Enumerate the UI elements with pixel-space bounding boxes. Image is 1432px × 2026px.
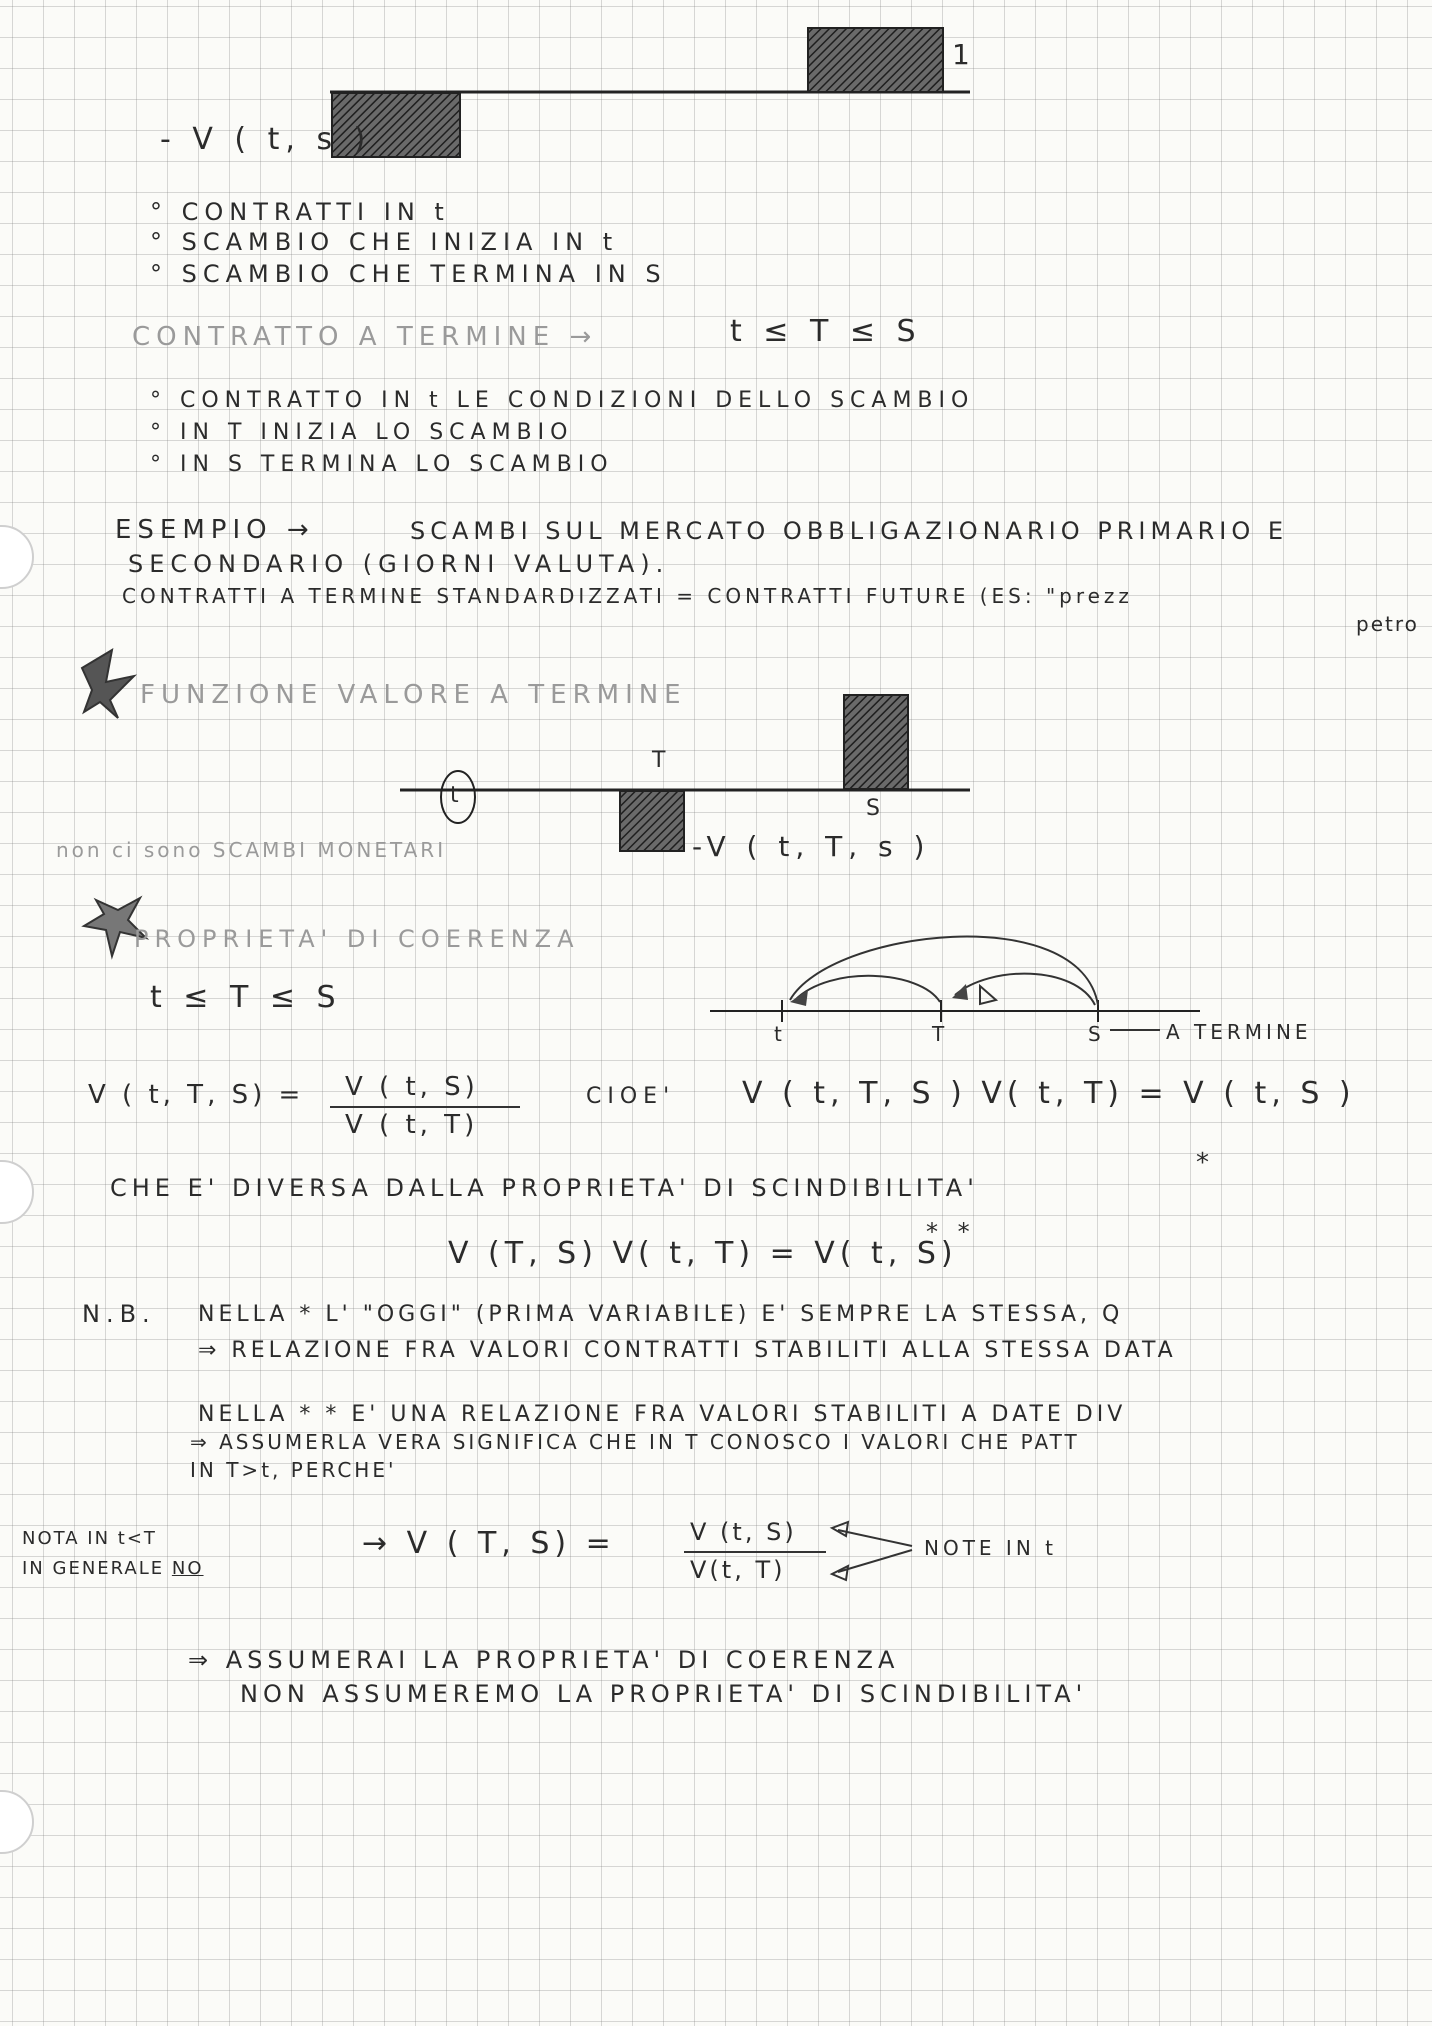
top-bullet: ° CONTRATTI IN t [150, 198, 450, 226]
coer-arc-S-to-T [955, 974, 1095, 1005]
example-label: ESEMPIO → [115, 515, 315, 545]
top-bullet: ° SCAMBIO CHE TERMINA IN S [150, 260, 667, 288]
fwd-label-t: t [450, 783, 465, 808]
arrow-icon: → [569, 322, 598, 352]
nota-arrow-lower [838, 1550, 912, 1572]
top-bullet-text: CONTRATTI IN t [181, 198, 450, 226]
conclusion-line: NON ASSUMEREMO LA PROPRIETA' DI SCINDIBILITA' [240, 1680, 1088, 1708]
scind-formula: V (T, S) V( t, T) = V( t, S) [448, 1236, 958, 1271]
fwd-negative-block [620, 791, 684, 851]
example-line: SCAMBI SUL MERCATO OBBLIGAZIONARIO PRIMARIO E [410, 517, 1289, 545]
coerenza-heading: PROPRIETA' DI COERENZA [134, 925, 580, 953]
nota-arrowhead [832, 1522, 848, 1536]
coer-formula-den: V ( t, T) [345, 1110, 479, 1140]
coer-diagram-t: t [774, 1022, 788, 1046]
example-line: CONTRATTI A TERMINE STANDARDIZZATI = CONTRATTI FUTURE (ES: "prezz [122, 584, 1133, 608]
nb-line: ⇒ ASSUMERLA VERA SIGNIFICA CHE IN T CONOSCO I VALORI CHE PATT [190, 1430, 1080, 1454]
coer-fraction-bar [330, 1106, 520, 1108]
nota-left2-prefix: IN GENERALE [22, 1558, 165, 1579]
star-icon [82, 650, 134, 718]
top-neg-label: - V ( t, s ) [160, 122, 372, 157]
nota-arrowhead [832, 1566, 848, 1580]
forward-bullet: ° IN T INIZIA LO SCAMBIO [150, 420, 574, 445]
fwd-label-S: S [866, 796, 886, 821]
forward-bullet: ° IN S TERMINA LO SCAMBIO [150, 452, 614, 477]
nb-line: ⇒ RELAZIONE FRA VALORI CONTRATTI STABILITI ALLA STESSA DATA [198, 1338, 1177, 1363]
nota-arrow-upper [838, 1530, 912, 1546]
funzione-heading: FUNZIONE VALORE A TERMINE [140, 680, 687, 710]
coer-diagram-termine: A TERMINE [1166, 1020, 1312, 1044]
coer-cioe: CIOE' [586, 1084, 676, 1109]
scind-stars: * * [926, 1218, 976, 1246]
nb-line: IN T>t, PERCHE' [190, 1458, 397, 1482]
forward-heading-text: CONTRATTO A TERMINE [132, 322, 556, 352]
nb-line: NELLA * * E' UNA RELAZIONE FRA VALORI STABILITI A DATE DIV [198, 1402, 1127, 1427]
coer-diagram-S: S [1088, 1022, 1107, 1046]
nb-label: N.B. [82, 1300, 156, 1328]
coer-arc-T-to-t [795, 976, 940, 1002]
coer-arrowhead [790, 990, 808, 1006]
nota-left2-no: NO [171, 1558, 204, 1579]
coer-formula-num: V ( t, S) [345, 1072, 479, 1102]
nota-right: NOTE IN t [924, 1536, 1057, 1560]
coer-arrowhead [952, 984, 968, 1000]
top-bullet: ° SCAMBIO CHE INIZIA IN t [150, 228, 619, 256]
conclusion-line: ⇒ ASSUMERAI LA PROPRIETA' DI COERENZA [188, 1646, 900, 1674]
forward-condition: t ≤ T ≤ S [730, 314, 922, 349]
nota-formula-den: V(t, T) [690, 1556, 786, 1584]
fwd-positive-block [844, 695, 908, 789]
coer-arrowhead [980, 986, 996, 1004]
example-line: SECONDARIO (GIORNI VALUTA). [128, 550, 670, 578]
coer-formula-lhs: V ( t, T, S) = [88, 1080, 305, 1110]
nota-left1: NOTA IN t<T [22, 1528, 157, 1549]
nota-left2 [22, 1558, 204, 1579]
nota-formula-num: V (t, S) [690, 1518, 797, 1546]
coer-diagram-T: T [932, 1022, 951, 1046]
forward-bullet: ° CONTRATTO IN t LE CONDIZIONI DELLO SCAMBIO [150, 388, 975, 413]
forward-bullet-text: IN S TERMINA LO SCAMBIO [180, 452, 614, 477]
coer-diff-text: CHE E' DIVERSA DALLA PROPRIETA' DI SCINDIBILITA' [110, 1174, 979, 1202]
coer-formula-rhs: V ( t, T, S ) V( t, T) = V ( t, S ) [742, 1076, 1356, 1111]
nb-line: NELLA * L' "OGGI" (PRIMA VARIABILE) E' SEMPRE LA STESSA, Q [198, 1302, 1124, 1327]
forward-bullet-text: IN T INIZIA LO SCAMBIO [180, 420, 574, 445]
top-bullet-text: SCAMBIO CHE INIZIA IN t [181, 228, 619, 256]
top-bullet-text: SCAMBIO CHE TERMINA IN S [181, 260, 667, 288]
coer-diff-star: * [1196, 1148, 1215, 1178]
nota-formula-lhs: → V ( T, S) = [362, 1526, 616, 1561]
forward-bullet-text: CONTRATTO IN t LE CONDIZIONI DELLO SCAMBIO [180, 388, 975, 413]
coer-arc-S-to-t [790, 937, 1098, 1005]
funzione-neg-label: -V ( t, T, s ) [692, 830, 931, 863]
example-line: petro [1356, 612, 1419, 636]
top-positive-block [808, 28, 943, 92]
coerenza-condition: t ≤ T ≤ S [150, 980, 342, 1015]
funzione-note: non ci sono SCAMBI MONETARI [56, 838, 447, 862]
forward-heading [132, 322, 597, 352]
nota-fraction-bar [684, 1551, 826, 1553]
fwd-label-T: T [652, 748, 672, 773]
page-number: 1 [952, 38, 976, 71]
